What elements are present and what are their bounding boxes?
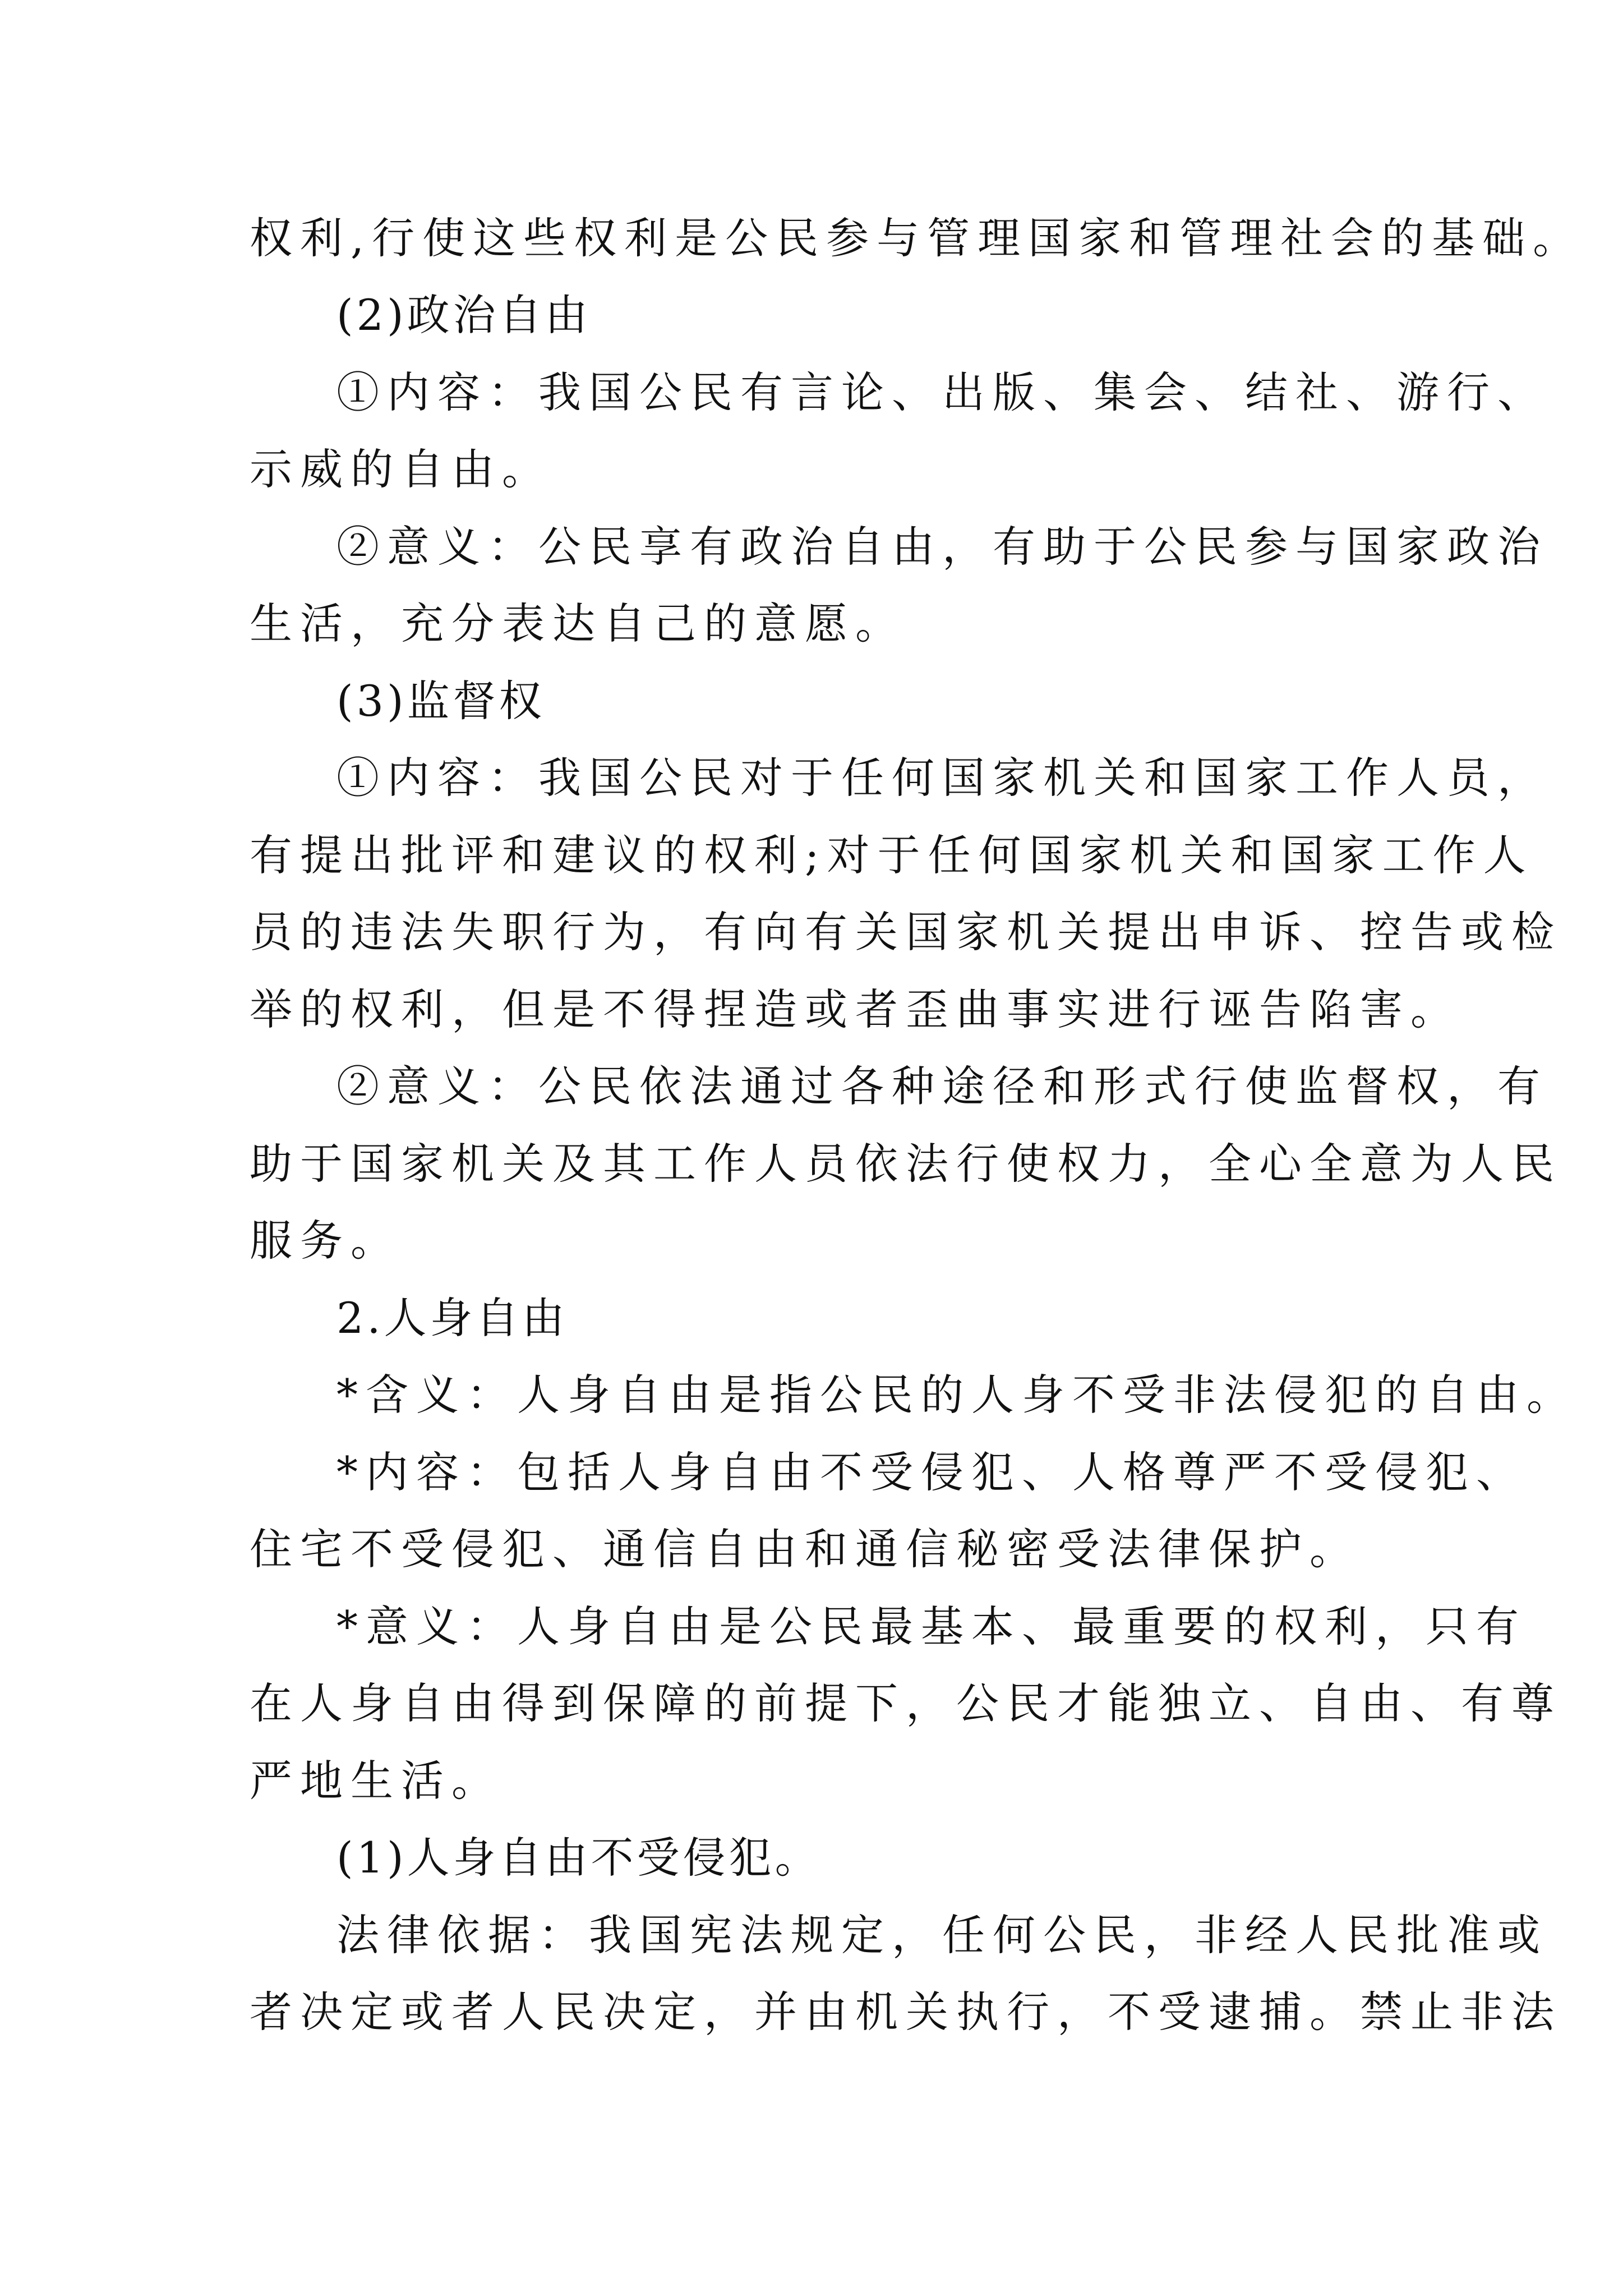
paragraph-line: ②意义：公民享有政治自由，有助于公民参与国家政治 (336, 522, 1548, 572)
section-heading-supervision: (3)监督权 (336, 676, 545, 726)
paragraph-line: 在人身自由得到保障的前提下，公民才能独立、自由、有尊 (250, 1678, 1562, 1728)
paragraph-line: ①内容：我国公民对于任何国家机关和国家工作人员， (336, 753, 1548, 803)
paragraph-line: ①内容：我国公民有言论、出版、集会、结社、游行、 (336, 367, 1548, 417)
paragraph-line: 生活，充分表达自己的意愿。 (250, 599, 906, 648)
paragraph-line: 住宅不受侵犯、通信自由和通信秘密受法律保护。 (250, 1524, 1360, 1574)
section-heading-personal-liberty: (1)人身自由不受侵犯。 (336, 1833, 821, 1883)
paragraph-line: 服务。 (250, 1216, 401, 1266)
paragraph-line: 示威的自由。 (250, 444, 552, 494)
paragraph-line: 员的违法失职行为，有向有关国家机关提出申诉、控告或检 (250, 907, 1562, 957)
paragraph-line: *含义：人身自由是指公民的人身不受非法侵犯的自由。 (336, 1370, 1577, 1420)
paragraph-line: 权利,行使这些权利是公民参与管理国家和管理社会的基础。 (250, 213, 1584, 263)
paragraph-line: 法律依据：我国宪法规定，任何公民，非经人民批准或 (336, 1910, 1548, 1960)
paragraph-line: 举的权利，但是不得捏造或者歪曲事实进行诬告陷害。 (250, 984, 1461, 1034)
paragraph-line: 助于国家机关及其工作人员依法行使权力，全心全意为人民 (250, 1139, 1562, 1189)
paragraph-line: 者决定或者人民决定，并由机关执行，不受逮捕。禁止非法 (250, 1987, 1562, 2037)
section-heading-political-freedom: (2)政治自由 (336, 290, 591, 340)
paragraph-line: ②意义：公民依法通过各种途径和形式行使监督权，有 (336, 1061, 1548, 1111)
paragraph-line: 严地生活。 (250, 1756, 502, 1806)
section-heading-personal-freedom: 2.人身自由 (336, 1293, 568, 1343)
paragraph-line: *内容：包括人身自由不受侵犯、人格尊严不受侵犯、 (336, 1447, 1527, 1497)
paragraph-line: *意义：人身自由是公民最基本、最重要的权利，只有 (336, 1602, 1527, 1651)
paragraph-line: 有提出批评和建议的权利;对于任何国家机关和国家工作人 (250, 830, 1534, 880)
